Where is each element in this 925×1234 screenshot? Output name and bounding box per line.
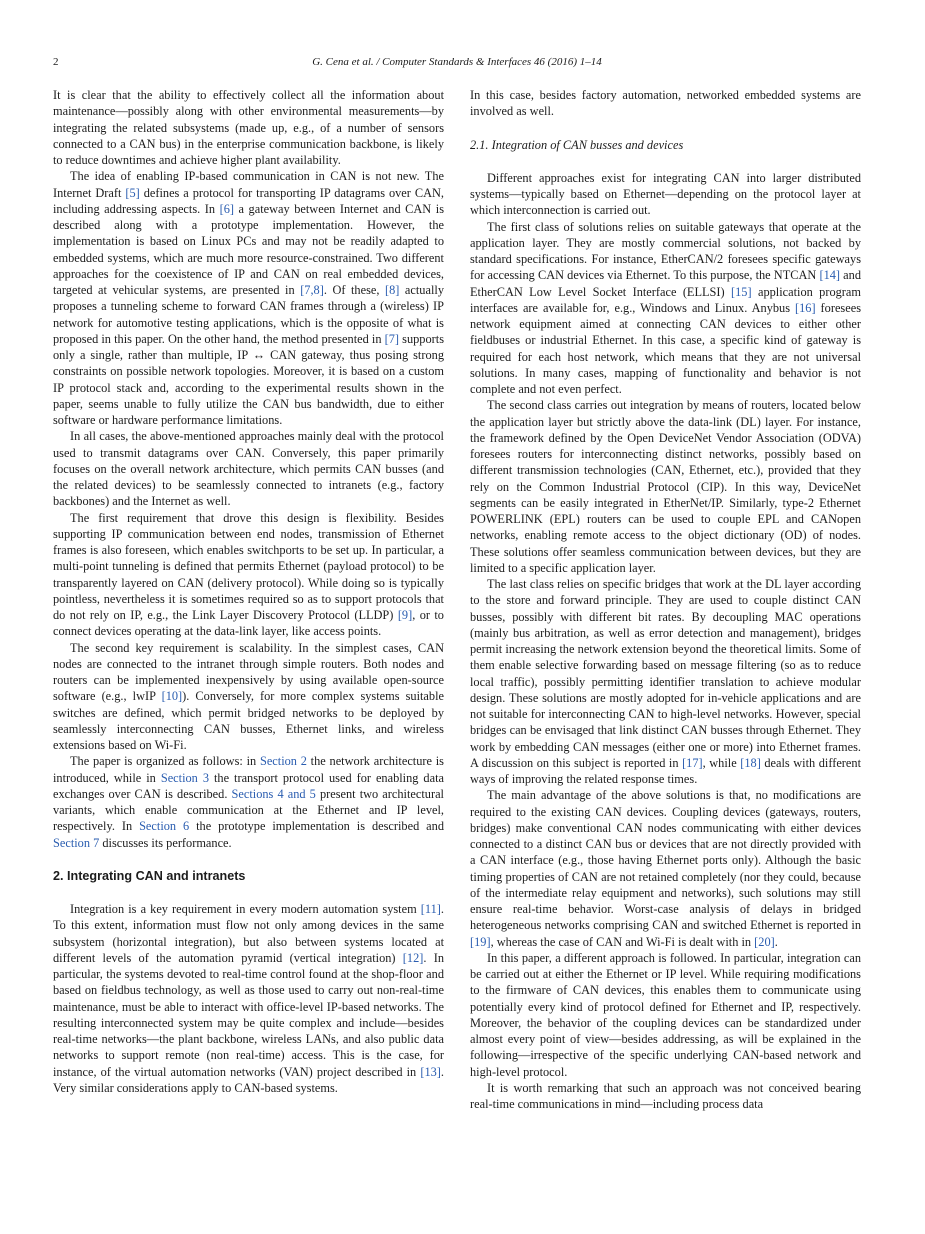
paragraph [53,753,444,851]
body-text: deals with different ways of improving the related response times. [470,755,861,786]
citation-link[interactable]: [6] [219,201,234,216]
body-text: , whereas the case of CAN and Wi-Fi is dealt with in [490,934,755,949]
citation-link[interactable]: [8] [384,283,400,297]
body-text: The last class relies on specific bridges that work at the DL layer according to the store and forward principle. They are used to couple distinct CAN busses, possibly with different bit rates. By decoupling MAC operations (mainly bus arbitration, as well as error detection and management), bridges permit increasing the network extension beyond the theoretical limits. Some of them enable selective forwarding based on message filtering (so as to reduce local traffic), possibly permitting identifier translation to achieve modular design. These solutions are mostly adopted for in-vehicle applications and are not suitable for interconnecting CAN to high-level networks. However, special bridges can be envisaged that link distinct CAN busses through Ethernet. They work by embedding CAN messages (either one or more) into Ethernet frames. A discussion on this subject is reported in [470,577,861,770]
body-text: . To this extent, information must flow not only among devices in the same subsystem (horizontal integration), but also between systems located at different levels of the automation pyramid (vertical integration) [53,902,444,965]
subsection-heading: 2.1. Integration of CAN busses and devices [470,137,684,152]
body-text: . In particular, the systems devoted to real-time control found at the shop-floor and based on fieldbus technology, as well as those used to carry out non-real-time maintenance, must be able to interact with office-level IP-based networks. The resulting interconnected system may be quite complex and include—besides real-time networks—the plant backbone, wireless LANs, and also public data networks to support remote (non real-time) access. This is the case, for instance, of the virtual automation networks (VAN) project described in [53,950,444,1079]
citation-link[interactable]: [10] [161,689,183,704]
body-text: The paper is organized as follows: in [70,754,260,769]
paragraph [53,428,444,509]
citation-link[interactable]: [19] [470,934,491,949]
body-text: In this paper, a different approach is followed. In particular, integration can be carried out at either the Ethernet or IP level. While requiring modifications to the firmware of CAN devices, this enables them to communicate using potentially every kind of protocol defined for Ethernet and IP, respectively. Moreover, the behavior of the coupling devices can be standardized under almost every point of view—besides addressing, as will be explained in the following—irrespective of the specific underlying CAN-based network and high-level protocol. [470,950,861,1079]
body-text: The second class carries out integration by means of routers, located below the application layer but strictly above the data-link (DL) layer. For instance, the framework defined by the Open DeviceNet Vendor Association (ODVA) foresees routers for interconnecting distinct networks, possibly based on different transmission technologies (CAN, Ethernet, etc.), provided that they rely on the Common Industrial Protocol (CIP). In this way, DeviceNet segments can be easily integrated in EtherNet/IP. Similarly, type-2 Ethernet POWERLINK (EPL) routers can be used to couple EPL and CANopen networks, enabling remote access to the object dictionary (OD) of nodes. These solutions offer seamless communication between devices, but they are limited to a specific application layer. [470,398,861,575]
paragraph [470,576,861,787]
paragraph [53,168,444,428]
body-text: actually proposes a tunneling scheme to forward CAN frames through a (wireless) IP network for automotive testing applications, which is the opposite of what is proposed in this paper. On the other hand, the method presented in [53,283,444,346]
citation-link[interactable]: [7] [384,331,400,346]
body-text: , or to connect devices operating at the data-link layer, like access points. [53,608,444,639]
citation-link[interactable]: [14] [819,268,841,283]
citation-link[interactable]: [20] [754,934,775,949]
citation-link[interactable]: [11] [420,902,441,916]
body-text: foresees network equipment aimed at connecting CAN devices to either other fieldbuses or industrial Ethernet. In this case, a specific kind of gateway is required for each host network, which means that they are not universal solutions. In many cases, mapping of functionality and behavior is not complete and not even perfect. [470,300,861,396]
citation-link[interactable]: Sections 4 and 5 [231,786,316,801]
body-text: supports only a single, rather than multiple, IP ↔ CAN gateway, thus posing strong constraints on possible network topologies. Moreover, it is based on a custom IP protocol stack and, according to the experimental results shown in the paper, seems unable to fully utilize the CAN bus bandwidth, due to either software or hardware performance limitations. [53,331,444,427]
body-text: a gateway between Internet and CAN is described along with a prototype implementation. However, the implementation is based on Linux PCs and may not be readily adapted to embedded systems, which are much more resource-constrained. Two different approaches for the coexistence of IP and CAN on real embedded devices, targeted at vehicular systems, are presented in [53,201,444,297]
right-column [470,87,861,1112]
body-text: application program interfaces are available for, e.g., Windows and Linux. Anybus [470,284,861,315]
body-text: It is clear that the ability to effectively collect all the information about maintenance—possibly along with other environmental measurements—by integrating the related subsystems (made up, e.g., of a number of sensors connected to a CAN bus) in the enterprise communication backbone, is likely to reduce downtimes and achieve higher plant availability. [53,88,444,167]
citation-link[interactable]: [7,8] [300,283,324,297]
citation-link[interactable]: Section 3 [160,770,209,785]
body-text: . Very similar considerations apply to CAN-based systems. [53,1064,444,1095]
body-text: , while [702,755,741,770]
body-text: It is worth remarking that such an approach was not conceived bearing real-time communications in mind—including process data [470,1080,861,1111]
citation-link[interactable]: Section 6 [139,819,190,834]
citation-link[interactable]: [15] [731,284,752,299]
body-text: . Of these, [323,283,385,297]
body-text: . [774,934,778,949]
paragraph [470,219,861,398]
body-text: the transport protocol used for enabling data exchanges over CAN is described. [53,770,444,801]
page-header [53,56,861,72]
paragraph [470,170,861,219]
body-text: The first class of solutions relies on suitable gateways that operate at the application layer. They are mostly commercial solutions, not backed by standard specifications. For instance, EtherCAN/2 foresees specific gateways for accessing CAN devices via Ethernet. To this purpose, the NTCAN [470,219,861,283]
paragraph [53,87,444,168]
body-text: The second key requirement is scalability. In the simplest cases, CAN nodes are connected to the intranet through simple routers. Both nodes and routers can be implemented inexpensively by using available open-source software (e.g., lwIP [53,640,444,704]
paragraph [470,397,861,576]
body-text: The first requirement that drove this design is flexibility. Besides supporting IP communication between end nodes, transmission of Ethernet frames is also foreseen, which enables switchports to be set up. In particular, a multi-point tunneling is defined that permits Ethernet (payload protocol) to be transparently layered on CAN (delivery protocol). While doing so is typically pointless, nevertheless it is sometimes required so as to support protocols that do not rely on IP, e.g., the Link Layer Discovery Protocol (LLDP) [53,510,444,622]
body-text: Different approaches exist for integrating CAN into larger distributed systems—typically based on Ethernet—depending on the protocol layer at which interconnection is carried out. [470,170,861,218]
citation-link[interactable]: [13] [420,1064,441,1079]
section-heading: 2. Integrating CAN and intranets [53,868,246,883]
paragraph [53,640,444,754]
citation-link[interactable]: [12] [402,950,424,965]
body-text: the network architecture is introduced, while in [53,754,444,785]
body-text: ). Conversely, for more complex systems suitable switches are defined, which permit bridged networks to be deployed by seamlessly interconnecting CAN busses, Ethernet links, and wireless extensions based on Wi-Fi. [53,689,444,752]
citation-link[interactable]: Section 7 [53,835,100,850]
left-column [53,87,444,1096]
paragraph [470,1080,861,1113]
body-text: In all cases, the above-mentioned approaches mainly deal with the protocol used to transmit datagrams over CAN. Conversely, this paper primarily focuses on the overall network architecture, which permits CAN busses (and the related devices) to be seamlessly connected to intranets (e.g., factory backbones) and the Internet as well. [53,429,444,509]
citation-link[interactable]: Section 2 [259,754,307,769]
citation-link[interactable]: [9] [397,608,413,622]
paragraph [470,950,861,1080]
body-text: defines a protocol for transporting IP datagrams over CAN, including addressing aspects. In [53,185,444,216]
body-text: present two architectural variants, which enable communication at the Ethernet and IP level, respectively. In [53,786,444,834]
body-text: Integration is a key requirement in every modern automation system [70,902,421,916]
paragraph [470,87,861,120]
body-text: and EtherCAN Low Level Socket Interface (ELLSI) [470,268,861,299]
running-head: G. Cena et al. / Computer Standards & Interfaces 46 (2016) 1–14 [312,56,602,68]
citation-link[interactable]: [17] [682,755,703,770]
paragraph [53,510,444,640]
citation-link[interactable]: [16] [795,300,816,315]
paragraph [53,901,444,1096]
body-text: discusses its performance. [99,835,232,850]
body-text: In this case, besides factory automation, networked embedded systems are involved as well. [470,88,861,119]
paragraph [470,787,861,950]
body-text: the prototype implementation is described and [189,819,444,834]
citation-link[interactable]: [5] [125,185,140,200]
body-text: The main advantage of the above solutions is that, no modifications are required to the existing CAN devices. Coupling devices (gateways, routers, bridges) make conventional CAN nodes communicating with either devices connected to a distinct CAN bus or devices that are not directly provided with a CAN interface (e.g., those having Ethernet ports only). Although the basic timing properties of CAN are not retained completely (nor they could, because of the intermediate relay equipment and networks), such solutions may still ensure real-time behavior. Worst-case analysis of delays in bridged heterogeneous networks comprising CAN and switched Ethernet is reported in [470,788,861,933]
citation-link[interactable]: [18] [740,755,761,770]
page-number: 2 [53,56,59,68]
body-text: The idea of enabling IP-based communication in CAN is not new. The Internet Draft [53,169,444,200]
